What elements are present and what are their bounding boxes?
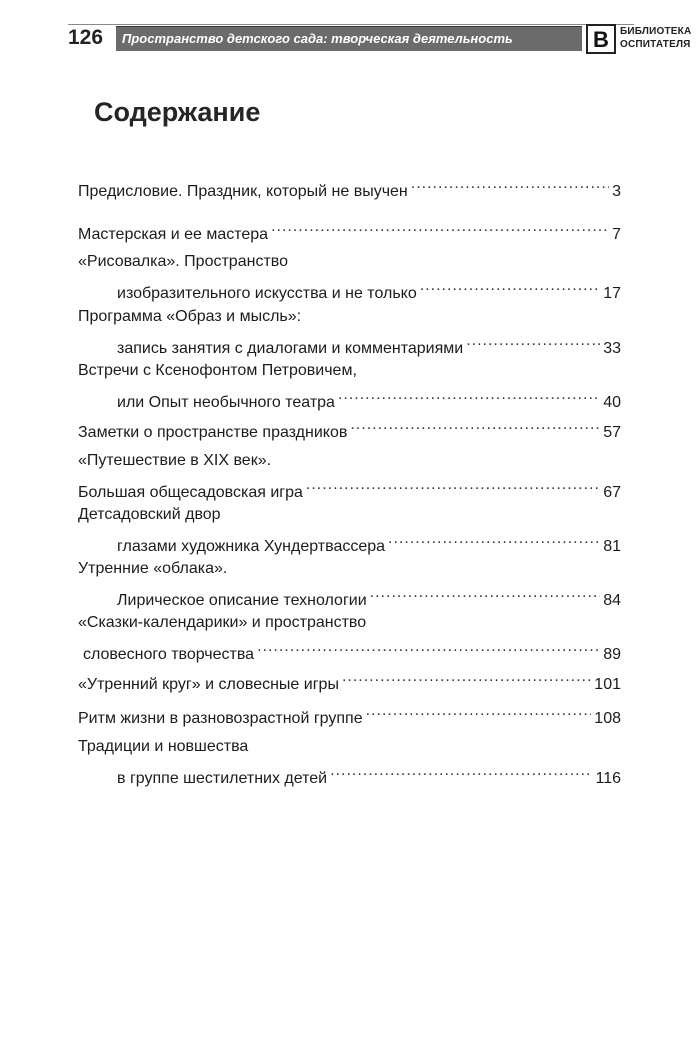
- toc-entry-title-line: «Рисовалка». Пространство: [78, 253, 288, 270]
- toc-entry-title-line: Предисловие. Праздник, который не выучен: [78, 183, 408, 200]
- series-logo: [586, 24, 616, 54]
- toc-entry-line: [78, 274, 621, 302]
- toc-entry-title-line: Детсадовский двор: [78, 506, 221, 523]
- toc-entry-title-line: Заметки о пространстве праздников: [78, 424, 348, 441]
- toc-entry-line: [78, 383, 621, 411]
- toc-entry-line: [78, 473, 621, 501]
- toc-page-number: 84: [603, 592, 621, 609]
- header-band: [116, 26, 582, 51]
- toc-page-number: 17: [603, 285, 621, 302]
- toc-entry-line: [78, 665, 621, 693]
- toc-page-number: 101: [594, 676, 621, 693]
- toc-entry-title-line: Большая общесадовская игра: [78, 484, 303, 501]
- toc-entry: [78, 449, 621, 501]
- toc-entry-title-line: Мастерская и ее мастера: [78, 226, 269, 243]
- dot-leader: [370, 581, 601, 605]
- toc-entry-title-line: в группе шестилетних детей: [117, 770, 328, 787]
- dot-leader: [466, 329, 600, 353]
- dot-leader: [342, 665, 591, 689]
- toc-entry: [78, 172, 621, 200]
- dot-leader: [306, 473, 600, 497]
- running-header: [68, 24, 692, 56]
- toc-page-number: 57: [603, 424, 621, 441]
- page-number: 126: [68, 26, 104, 49]
- toc-entry-line: [78, 581, 621, 609]
- toc-entry: [78, 557, 621, 609]
- header-rule: [68, 24, 634, 25]
- toc-entry-line: [78, 699, 621, 727]
- toc-entry-line: [78, 413, 621, 441]
- dot-leader: [420, 274, 600, 298]
- toc-page-number: 3: [612, 183, 621, 200]
- toc-entry: [78, 665, 621, 693]
- toc-entry-title-line: «Путешествие в XIX век».: [78, 452, 272, 469]
- toc-entry: [78, 503, 621, 555]
- logo-letter: В: [593, 27, 609, 52]
- contents-title: Содержание: [94, 97, 261, 127]
- toc-page-number: 108: [594, 710, 621, 727]
- toc-entry-title-line: Встречи с Ксенофонтом Петровичем,: [78, 362, 357, 379]
- toc-entry: [78, 611, 621, 663]
- toc-entry: [78, 735, 621, 787]
- toc-entry-title-line: словесного творчества: [83, 646, 255, 663]
- dot-leader: [330, 759, 592, 783]
- toc-page-number: 40: [603, 394, 621, 411]
- toc-entry-title-line: глазами художника Хундертвассера: [117, 538, 386, 555]
- toc-page-number: 7: [612, 226, 621, 243]
- toc-entry-title-line: «Сказки-календарики» и пространство: [78, 614, 367, 631]
- toc-entry-line: [78, 215, 621, 243]
- toc-entry-title-line: Программа «Образ и мысль»:: [78, 308, 302, 325]
- series-name-line-2: ОСПИТАТЕЛЯ: [620, 39, 691, 50]
- toc-entry-line: [78, 172, 621, 200]
- toc-page-number: 89: [603, 646, 621, 663]
- toc-entry-title-line: Лирическое описание технологии: [117, 592, 367, 609]
- series-name-line-1: БИБЛИОТЕКА: [620, 26, 692, 37]
- toc-entry-title-line: Традиции и новшества: [78, 738, 249, 755]
- toc-page-number: 33: [603, 340, 621, 357]
- dot-leader: [338, 383, 600, 407]
- toc-entry-title-line: изобразительного искусства и не только: [117, 285, 417, 302]
- toc-entry: [78, 413, 621, 441]
- toc-page-number: 116: [595, 770, 621, 787]
- dot-leader: [366, 699, 592, 723]
- toc-entry-line: [78, 527, 621, 555]
- dot-leader: [271, 215, 609, 239]
- series-name: [620, 25, 691, 51]
- toc-entry: [78, 305, 621, 357]
- toc-entry-title-line: или Опыт необычного театра: [117, 394, 335, 411]
- toc-entry: [78, 699, 621, 727]
- toc-entry-title-line: Ритм жизни в разновозрастной группе: [78, 710, 363, 727]
- dot-leader: [388, 527, 600, 551]
- toc-page-number: 81: [603, 538, 621, 555]
- toc-entry: [78, 359, 621, 411]
- running-title: Пространство детского сада: творческая деятельность: [122, 31, 513, 46]
- toc-page-number: 67: [603, 484, 621, 501]
- dot-leader: [350, 413, 600, 437]
- dot-leader: [411, 172, 609, 196]
- toc-entry-title-line: запись занятия с диалогами и комментариями: [117, 340, 464, 357]
- toc-entry-title-line: Утренние «облака».: [78, 560, 228, 577]
- toc-entry-title-line: «Утренний круг» и словесные игры: [78, 676, 339, 693]
- toc-entry: [78, 215, 621, 243]
- toc-entry-line: [78, 329, 621, 357]
- toc-entry-line: [78, 635, 621, 663]
- toc-entry-line: [78, 759, 621, 787]
- toc-entry: [78, 250, 621, 302]
- dot-leader: [257, 635, 600, 659]
